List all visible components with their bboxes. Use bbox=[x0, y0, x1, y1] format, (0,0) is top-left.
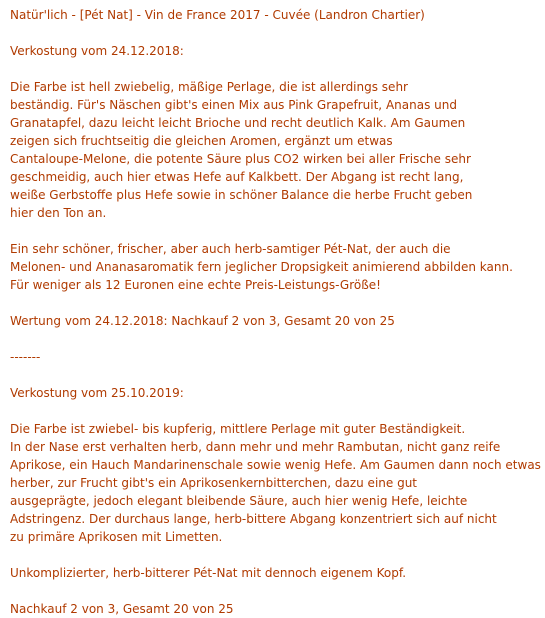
text-line: In der Nase erst verhalten herb, dann mehr und mehr Rambutan, nicht ganz reife bbox=[10, 440, 501, 454]
text-line: Die Farbe ist zwiebel- bis kupferig, mittlere Perlage mit guter Beständigkeit. bbox=[10, 422, 466, 436]
text-line: hier den Ton an. bbox=[10, 206, 107, 220]
rating-2019: Nachkauf 2 von 3, Gesamt 20 von 25 bbox=[10, 602, 234, 616]
text-line: Aprikose, ein Hauch Mandarinenschale sowie wenig Hefe. Am Gaumen dann noch etwas bbox=[10, 458, 541, 472]
text-line: zeigen sich fruchtseitig die gleichen Aromen, ergänzt um etwas bbox=[10, 134, 393, 148]
text-line: zu primäre Aprikosen mit Limetten. bbox=[10, 530, 223, 544]
tasting-2019-description bbox=[10, 420, 541, 546]
text-line: Die Farbe ist hell zwiebelig, mäßige Perlage, die ist allerdings sehr bbox=[10, 80, 408, 94]
text-line: beständig. Für's Näschen gibt's einen Mix aus Pink Grapefruit, Ananas und bbox=[10, 98, 457, 112]
rating-2018: Wertung vom 24.12.2018: Nachkauf 2 von 3, Gesamt 20 von 25 bbox=[10, 314, 395, 328]
text-line: Ein sehr schöner, frischer, aber auch herb-samtiger Pét-Nat, der auch die bbox=[10, 242, 451, 256]
separator: ------- bbox=[10, 350, 41, 364]
tasting-2018-description bbox=[10, 78, 535, 222]
tasting-heading-2018: Verkostung vom 24.12.2018: bbox=[10, 44, 184, 58]
text-line: Granatapfel, dazu leicht leicht Brioche und recht deutlich Kalk. Am Gaumen bbox=[10, 116, 466, 130]
tasting-2018-conclusion bbox=[10, 240, 535, 294]
text-line: geschmeidig, auch hier etwas Hefe auf Kalkbett. Der Abgang ist recht lang, bbox=[10, 170, 464, 184]
text-line: Melonen- und Ananasaromatik fern jeglicher Dropsigkeit animierend abbilden kann. bbox=[10, 260, 513, 274]
text-line: herber, zur Frucht gibt's ein Aprikosenkernbitterchen, dazu eine gut bbox=[10, 476, 418, 490]
wine-title: Natür'lich - [Pét Nat] - Vin de France 2017 - Cuvée (Landron Chartier) bbox=[10, 8, 425, 22]
text-line: Adstringenz. Der durchaus lange, herb-bittere Abgang konzentriert sich auf nicht bbox=[10, 512, 497, 526]
text-line: Für weniger als 12 Euronen eine echte Preis-Leistungs-Größe! bbox=[10, 278, 381, 292]
text-line: Cantaloupe-Melone, die potente Säure plus CO2 wirken bei aller Frische sehr bbox=[10, 152, 471, 166]
tasting-heading-2019: Verkostung vom 25.10.2019: bbox=[10, 386, 184, 400]
text-line: weiße Gerbstoffe plus Hefe sowie in schöner Balance die herbe Frucht geben bbox=[10, 188, 473, 202]
tasting-2019-conclusion: Unkomplizierter, herb-bitterer Pét-Nat mit dennoch eigenem Kopf. bbox=[10, 566, 407, 580]
text-line: ausgeprägte, jedoch elegant bleibende Säure, auch hier wenig Hefe, leichte bbox=[10, 494, 468, 508]
